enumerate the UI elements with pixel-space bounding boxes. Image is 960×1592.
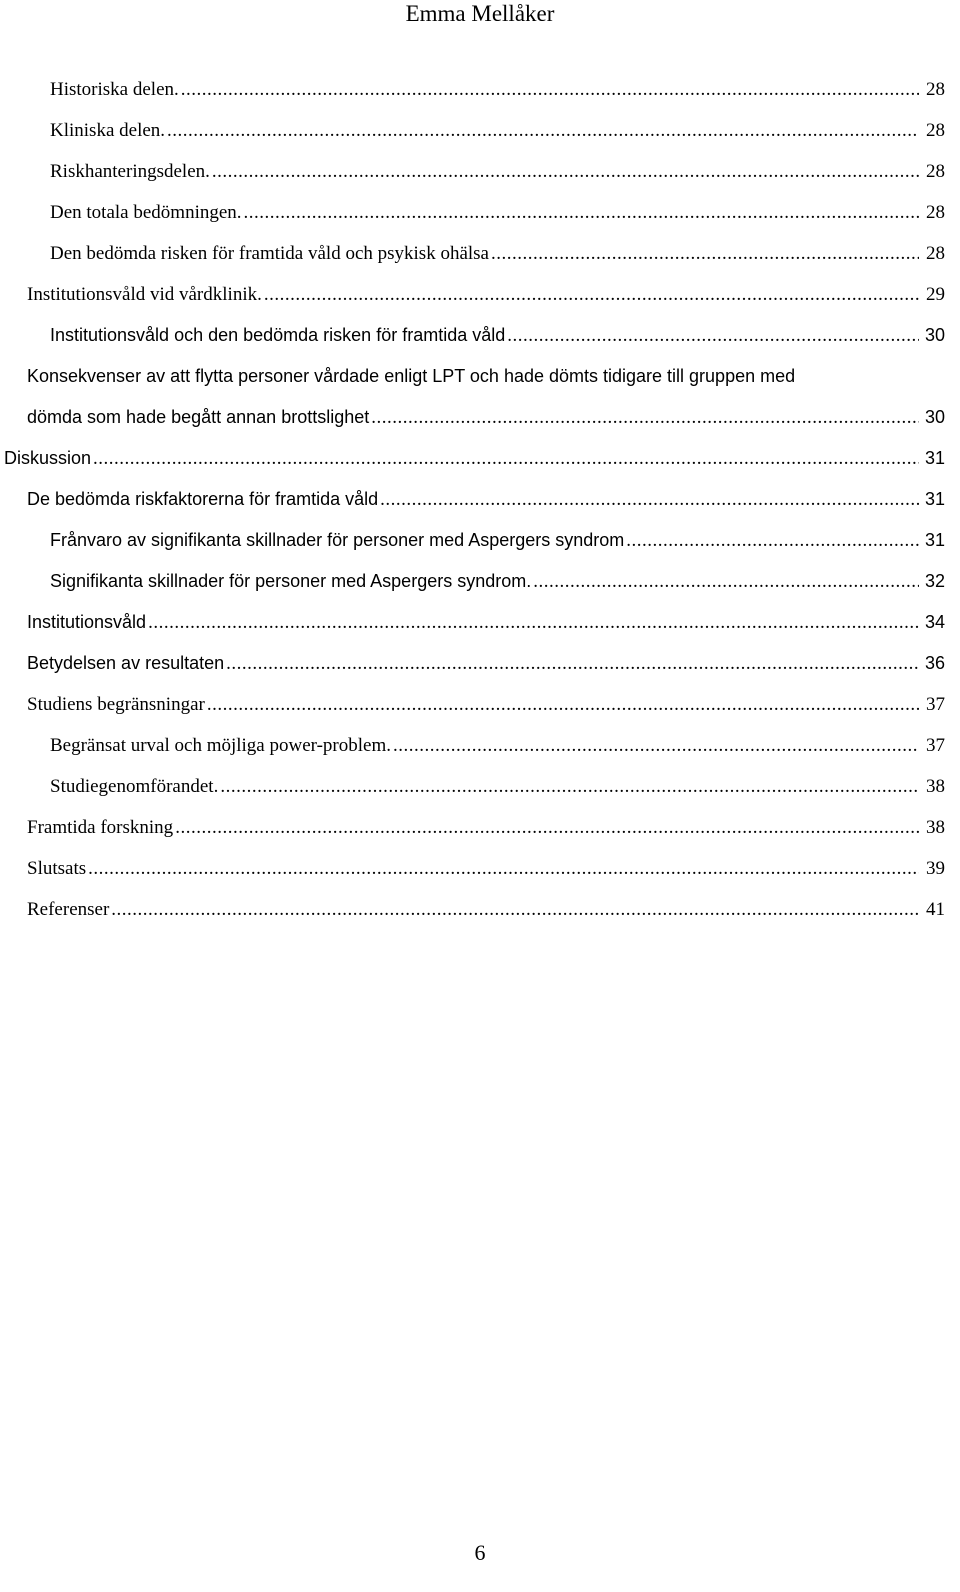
toc-entry[interactable] <box>0 151 960 192</box>
toc-entry-page: 39 <box>926 858 945 879</box>
toc-entry-title: Den bedömda risken för framtida våld och psykisk ohälsa <box>50 243 489 264</box>
toc-entry-title: Framtida forskning <box>27 817 174 838</box>
toc-entry-title-line2: dömda som hade begått annan brottslighet <box>27 407 370 427</box>
toc-entry-title: Riskhanteringsdelen. <box>50 161 210 182</box>
toc-entry-title: Begränsat urval och möjliga power-problem. <box>50 735 391 756</box>
toc-entry-title: Institutionsvåld och den bedömda risken för framtida våld <box>50 325 506 345</box>
toc-entry[interactable] <box>0 848 960 889</box>
toc-entry[interactable] <box>0 233 960 274</box>
toc-entry-title: Diskussion <box>4 448 92 468</box>
dot-leader <box>533 561 919 602</box>
dot-leader <box>220 766 919 807</box>
toc-entry[interactable] <box>0 766 960 807</box>
toc-entry[interactable] <box>0 315 960 356</box>
toc-entry[interactable] <box>0 438 960 479</box>
dot-leader <box>226 643 919 684</box>
table-of-contents <box>0 69 960 930</box>
toc-entry-title: Studiegenomförandet. <box>50 776 219 797</box>
toc-entry-page: 38 <box>926 817 945 838</box>
toc-entry-page: 30 <box>924 325 945 345</box>
page-number: 6 <box>474 1540 486 1565</box>
toc-entry[interactable] <box>0 356 960 438</box>
toc-entry[interactable] <box>0 889 960 930</box>
toc-entry[interactable] <box>0 561 960 602</box>
dot-leader <box>212 151 919 192</box>
toc-entry[interactable] <box>0 479 960 520</box>
toc-entry-title: Frånvaro av signifikanta skillnader för personer med Aspergers syndrom <box>50 530 625 550</box>
toc-entry-title: Kliniska delen. <box>50 120 166 141</box>
toc-entry-page: 30 <box>924 407 945 427</box>
dot-leader <box>111 889 919 930</box>
toc-entry-page: 28 <box>926 161 945 182</box>
dot-leader <box>264 274 919 315</box>
toc-entry[interactable] <box>0 602 960 643</box>
dot-leader <box>175 807 919 848</box>
toc-entry[interactable] <box>0 69 960 110</box>
toc-entry[interactable] <box>0 110 960 151</box>
toc-entry-title: Institutionsvåld <box>27 612 147 632</box>
toc-entry-title-line1: Konsekvenser av att flytta personer vårdade enligt LPT och hade dömts tidigare till gruppen med <box>27 366 796 386</box>
toc-entry-page: 29 <box>926 284 945 305</box>
dot-leader <box>167 110 919 151</box>
toc-entry-page: 28 <box>926 243 945 264</box>
toc-entry-page: 32 <box>924 571 945 591</box>
toc-entry-title: De bedömda riskfaktorerna för framtida våld <box>27 489 379 509</box>
dot-leader <box>207 684 919 725</box>
dot-leader <box>491 233 919 274</box>
toc-entry-page: 38 <box>926 776 945 797</box>
dot-leader <box>626 520 919 561</box>
toc-entry-page: 34 <box>924 612 945 632</box>
toc-entry-title: Studiens begränsningar <box>27 694 205 715</box>
toc-entry-page: 28 <box>926 79 945 100</box>
toc-entry-title: Historiska delen. <box>50 79 179 100</box>
toc-entry-page: 28 <box>926 120 945 141</box>
toc-entry[interactable] <box>0 520 960 561</box>
toc-entry-title: Slutsats <box>27 858 87 879</box>
toc-entry[interactable] <box>0 684 960 725</box>
toc-entry-page: 31 <box>924 489 945 509</box>
toc-entry-page: 31 <box>924 530 945 550</box>
dot-leader <box>507 315 919 356</box>
toc-entry[interactable] <box>0 192 960 233</box>
toc-entry[interactable] <box>0 274 960 315</box>
toc-entry-page: 31 <box>924 448 945 468</box>
dot-leader <box>181 69 919 110</box>
dot-leader <box>380 479 919 520</box>
dot-leader <box>393 725 919 766</box>
toc-entry-title: Betydelsen av resultaten <box>27 653 225 673</box>
dot-leader <box>88 848 919 889</box>
toc-entry-title: Referenser <box>27 899 110 920</box>
toc-entry[interactable] <box>0 725 960 766</box>
dot-leader <box>371 397 919 438</box>
toc-entry[interactable] <box>0 807 960 848</box>
toc-entry-page: 28 <box>926 202 945 223</box>
dot-leader <box>244 192 919 233</box>
toc-entry-title: Den totala bedömningen. <box>50 202 242 223</box>
toc-entry-page: 37 <box>926 694 945 715</box>
toc-entry-title: Institutionsvåld vid vårdklinik. <box>27 284 262 305</box>
running-header-author: Emma Mellåker <box>405 1 555 26</box>
toc-entry[interactable] <box>0 643 960 684</box>
dot-leader <box>93 438 919 479</box>
toc-entry-page: 41 <box>926 899 945 920</box>
toc-entry-title: Signifikanta skillnader för personer med Aspergers syndrom. <box>50 571 532 591</box>
toc-entry-page: 36 <box>924 653 945 673</box>
dot-leader <box>148 602 919 643</box>
toc-entry-page: 37 <box>926 735 945 756</box>
